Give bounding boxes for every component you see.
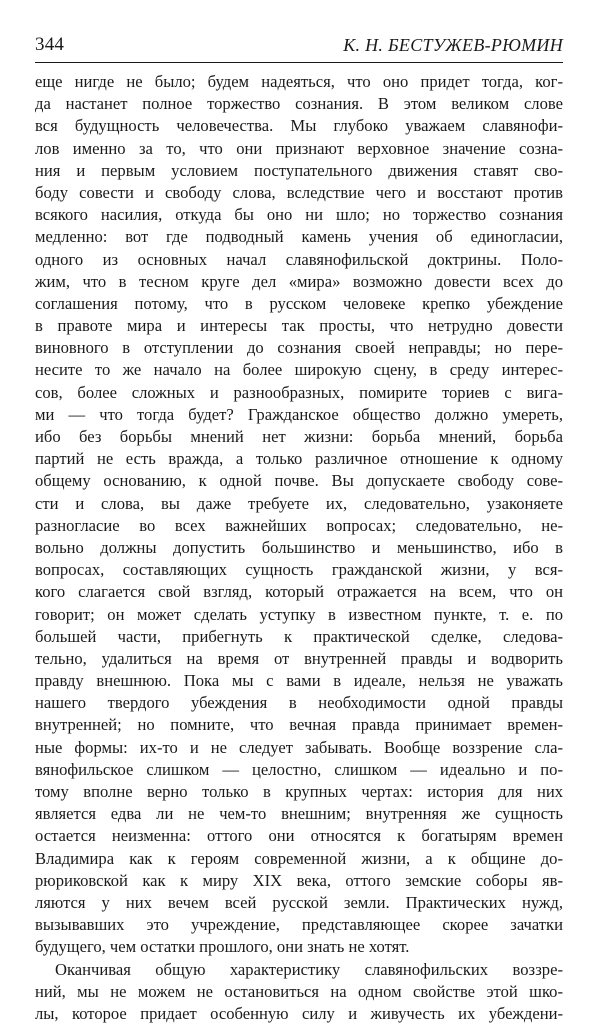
text-line: сов, более сложных и разнообразных, помирите ториев с вига- xyxy=(35,382,563,402)
text-line: вызывавших это учреждение, представляющее скорее зачатки xyxy=(35,915,563,935)
text-line: ляются у них вечем всей русской земли. Практических нужд, xyxy=(35,892,563,912)
text-line: является едва ли не чем-то внешним; внутренняя же сущность xyxy=(35,804,563,824)
text-line: тому вполне верно только в крупных чертах: история для них xyxy=(35,782,563,801)
text-line: кого слагается свой взгляд, который отражается на всем, что он xyxy=(35,582,563,602)
text-line: ний, мы не можем не остановиться на одном свойстве этой шко- xyxy=(35,981,563,1001)
text-line: соглашения потому, что в русском человеке крепко убеждение xyxy=(35,293,563,313)
text-line: ибо без борьбы мнений нет жизни: борьба мнений, борьба xyxy=(35,427,563,446)
text-line: будущего, чем остатки прошлого, они знать не хотят. xyxy=(35,937,410,957)
text-line: ми — что тогда будет? Гражданское общество должно умереть, xyxy=(35,404,563,424)
text-line: большей части, прибегнуть к практической сделке, следова- xyxy=(35,626,563,646)
text-line: ные формы: их-то и не следует забывать. Вообще воззрение сла- xyxy=(35,737,563,757)
text-line: лы, которое придает особенную силу и живучесть их убеждени- xyxy=(35,1003,563,1023)
text-line: внутренней; но помните, что вечная правда принимает времен- xyxy=(35,715,563,735)
text-line: вянофильское слишком — целостно, слишком — идеально и по- xyxy=(35,759,563,779)
text-line: несите то же начало на более широкую сцену, в среду интерес- xyxy=(35,360,563,380)
text-line: тельно, удалиться на время от внутренней правды и водворить xyxy=(35,648,563,668)
text-line: остается неизменна: оттого они относятся к богатырям времен xyxy=(35,826,563,846)
text-line: общему основанию, к одной почве. Вы допускаете свободу сове- xyxy=(35,471,563,491)
text-line: нашего твердого убеждения в необходимости одной правды xyxy=(35,693,563,713)
text-line: лов именно за то, что они признают верховное значение созна- xyxy=(35,138,563,158)
text-line: в правоте мира и интересы так просты, что нетрудно довести xyxy=(35,316,563,336)
text-line: медленно: вот где подводный камень учения об единогласии, xyxy=(35,227,563,247)
text-line: рюриковской как к миру XIX века, оттого земские соборы яв- xyxy=(35,870,563,890)
text-line: вопросах, составляющих сущность гражданской жизни, у вся- xyxy=(35,560,563,580)
text-line: сти и слова, вы даже требуете их, следовательно, узаконяете xyxy=(35,493,563,513)
text-line: партий не есть вражда, а только различное отношение к одному xyxy=(35,449,563,469)
text-line: жим, что в тесном круге дел «мира» возможно довести всех до xyxy=(35,271,563,291)
text-line: Оканчивая общую характеристику славянофильских воззре- xyxy=(55,959,563,979)
text-line: ния и первым условием поступательного движения ставят сво- xyxy=(35,160,563,180)
text-line: Владимира как к героям современной жизни, а к общине до- xyxy=(35,848,563,868)
text-line: разногласие во всех важнейших вопросах; следовательно, не- xyxy=(35,515,563,535)
text-line: одного из основных начал славянофильской доктрины. Поло- xyxy=(35,249,563,269)
text-line: говорит; он может сделать уступку в известном пункте, т. е. по xyxy=(35,604,563,624)
page-number: 344 xyxy=(35,34,65,55)
text-line: еще нигде не было; будем надеяться, что оно придет тогда, ког- xyxy=(35,72,563,91)
running-title: К. Н. БЕСТУЖЕВ-РЮМИН xyxy=(343,35,563,55)
body-text xyxy=(35,71,563,1025)
text-line: да настанет полное торжество сознания. В этом великом слове xyxy=(35,94,563,114)
running-head xyxy=(35,34,563,58)
text-line: вся будущность человечества. Мы глубоко уважаем славянофи- xyxy=(35,116,563,136)
text-line: боду совести и свободу слова, вследствие чего и восстают против xyxy=(35,182,563,202)
header-rule xyxy=(35,62,563,63)
text-line: виновного в отступлении до сознания своей неправды; но пере- xyxy=(35,338,563,358)
text-line: всякого насилия, откуда бы оно ни шло; но торжество сознания xyxy=(35,205,563,225)
text-line: правду внешнюю. Пока мы с вами в идеале, нельзя не уважать xyxy=(35,671,563,691)
text-line: вольно должны допустить большинство и меньшинство, ибо в xyxy=(35,537,563,557)
